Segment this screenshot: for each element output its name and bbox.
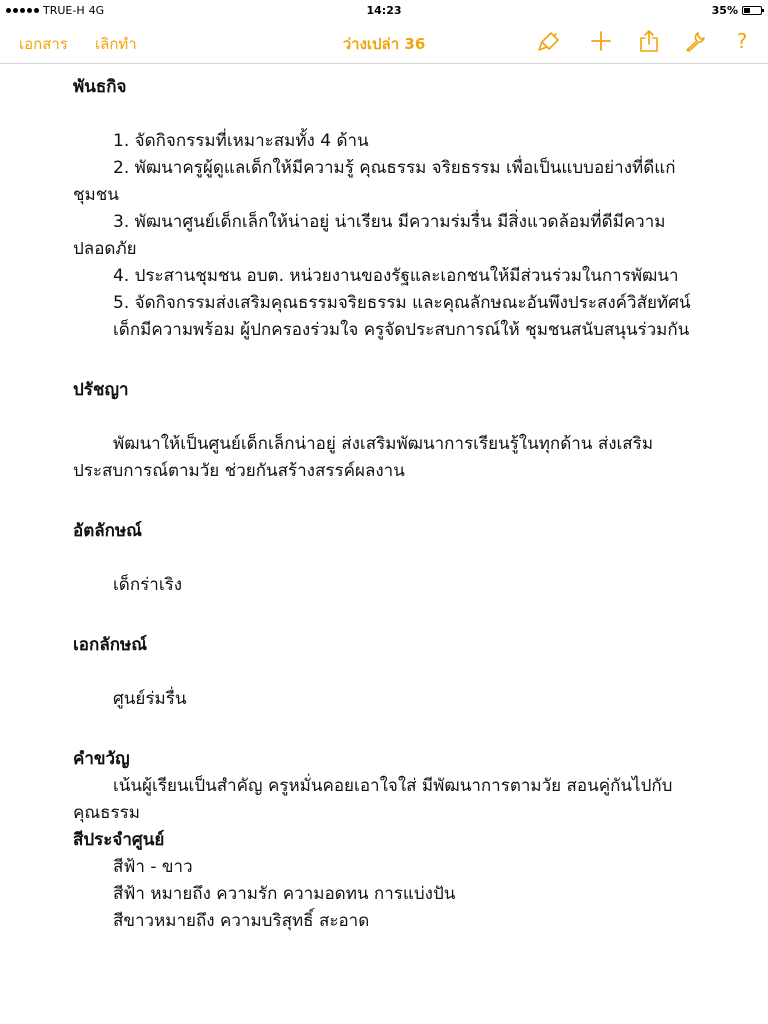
mission-item: 5. จัดกิจกรรมส่งเสริมคุณธรรมจริยธรรม และคุณลักษณะอันพึงประสงค์วิสัยทัศน์ <box>113 293 691 313</box>
mission-item: 4. ประสานชุมชน อบต. หน่วยงานของรัฐและเอกชนให้มีส่วนร่วมในการพัฒนา <box>113 266 679 286</box>
plus-icon[interactable] <box>588 28 614 54</box>
status-right <box>712 4 762 17</box>
spacer <box>73 101 713 128</box>
undo-button[interactable]: เลิกทำ <box>95 32 137 56</box>
mission-item: 2. พัฒนาครูผู้ดูแลเด็กให้มีความรู้ คุณธรรม จริยธรรม เพื่อเป็นแบบอย่างที่ดีแก่ชุมชน <box>73 158 676 205</box>
share-icon[interactable] <box>636 28 662 54</box>
battery-percent: 35% <box>711 4 738 17</box>
mission-item: เด็กมีความพร้อม ผู้ปกครองร่วมใจ ครูจัดประสบการณ์ให้ ชุมชนสนับสนุนร่วมกัน <box>113 320 690 340</box>
spacer <box>73 404 713 431</box>
documents-button[interactable]: เอกสาร <box>19 32 68 56</box>
colors-line: สีขาวหมายถึง ความบริสุทธิ์ สะอาด <box>113 911 370 931</box>
colors-heading: สีประจำศูนย์ <box>73 830 165 850</box>
uniqueness-heading: เอกลักษณ์ <box>73 635 148 655</box>
wrench-icon[interactable] <box>682 28 708 54</box>
colors-line: สีฟ้า - ขาว <box>113 857 193 877</box>
identity-heading: อัตลักษณ์ <box>73 521 142 541</box>
mission-item: 1. จัดกิจกรรมที่เหมาะสมทั้ง 4 ด้าน <box>113 131 369 151</box>
network-type: 4G <box>88 4 105 17</box>
philosophy-text: พัฒนาให้เป็นศูนย์เด็กเล็กน่าอยู่ ส่งเสริมพัฒนาการเรียนรู้ในทุกด้าน ส่งเสริมประสบการณ์ตามวัย ช่วยกันสร้างสรรค์ผลงาน <box>73 434 654 481</box>
motto-heading: คำขวัญ <box>73 749 130 769</box>
battery-icon <box>742 6 762 15</box>
identity-text: เด็กร่าเริง <box>113 575 183 595</box>
status-time: 14:23 <box>366 4 402 17</box>
document-title: ว่างเปล่า 36 <box>342 35 426 53</box>
motto-text: เน้นผู้เรียนเป็นสำคัญ ครูหมั่นคอยเอาใจใส่ มีพัฒนาการตามวัย สอนคู่กันไปกับคุณธรรม <box>73 776 673 823</box>
mission-heading: พันธกิจ <box>73 77 127 97</box>
carrier-name: TRUE-H <box>43 4 85 17</box>
spacer <box>73 344 713 371</box>
spacer <box>73 713 713 740</box>
help-icon[interactable]: ? <box>736 29 748 53</box>
uniqueness-text: ศูนย์ร่มรื่น <box>113 689 187 709</box>
spacer <box>73 545 713 572</box>
document-body[interactable] <box>73 66 713 935</box>
spacer <box>73 485 713 512</box>
philosophy-heading: ปรัชญา <box>73 380 129 400</box>
colors-line: สีฟ้า หมายถึง ความรัก ความอดทน การแบ่งปัน <box>113 884 456 904</box>
paintbrush-icon[interactable] <box>536 28 562 54</box>
spacer <box>73 599 713 626</box>
document-toolbar <box>0 20 768 64</box>
spacer <box>73 659 713 686</box>
mission-item: 3. พัฒนาศูนย์เด็กเล็กให้น่าอยู่ น่าเรียน มีความร่มรื่น มีสิ่งแวดล้อมที่ดีมีความปลอดภัย <box>73 212 666 259</box>
status-bar <box>0 0 768 20</box>
